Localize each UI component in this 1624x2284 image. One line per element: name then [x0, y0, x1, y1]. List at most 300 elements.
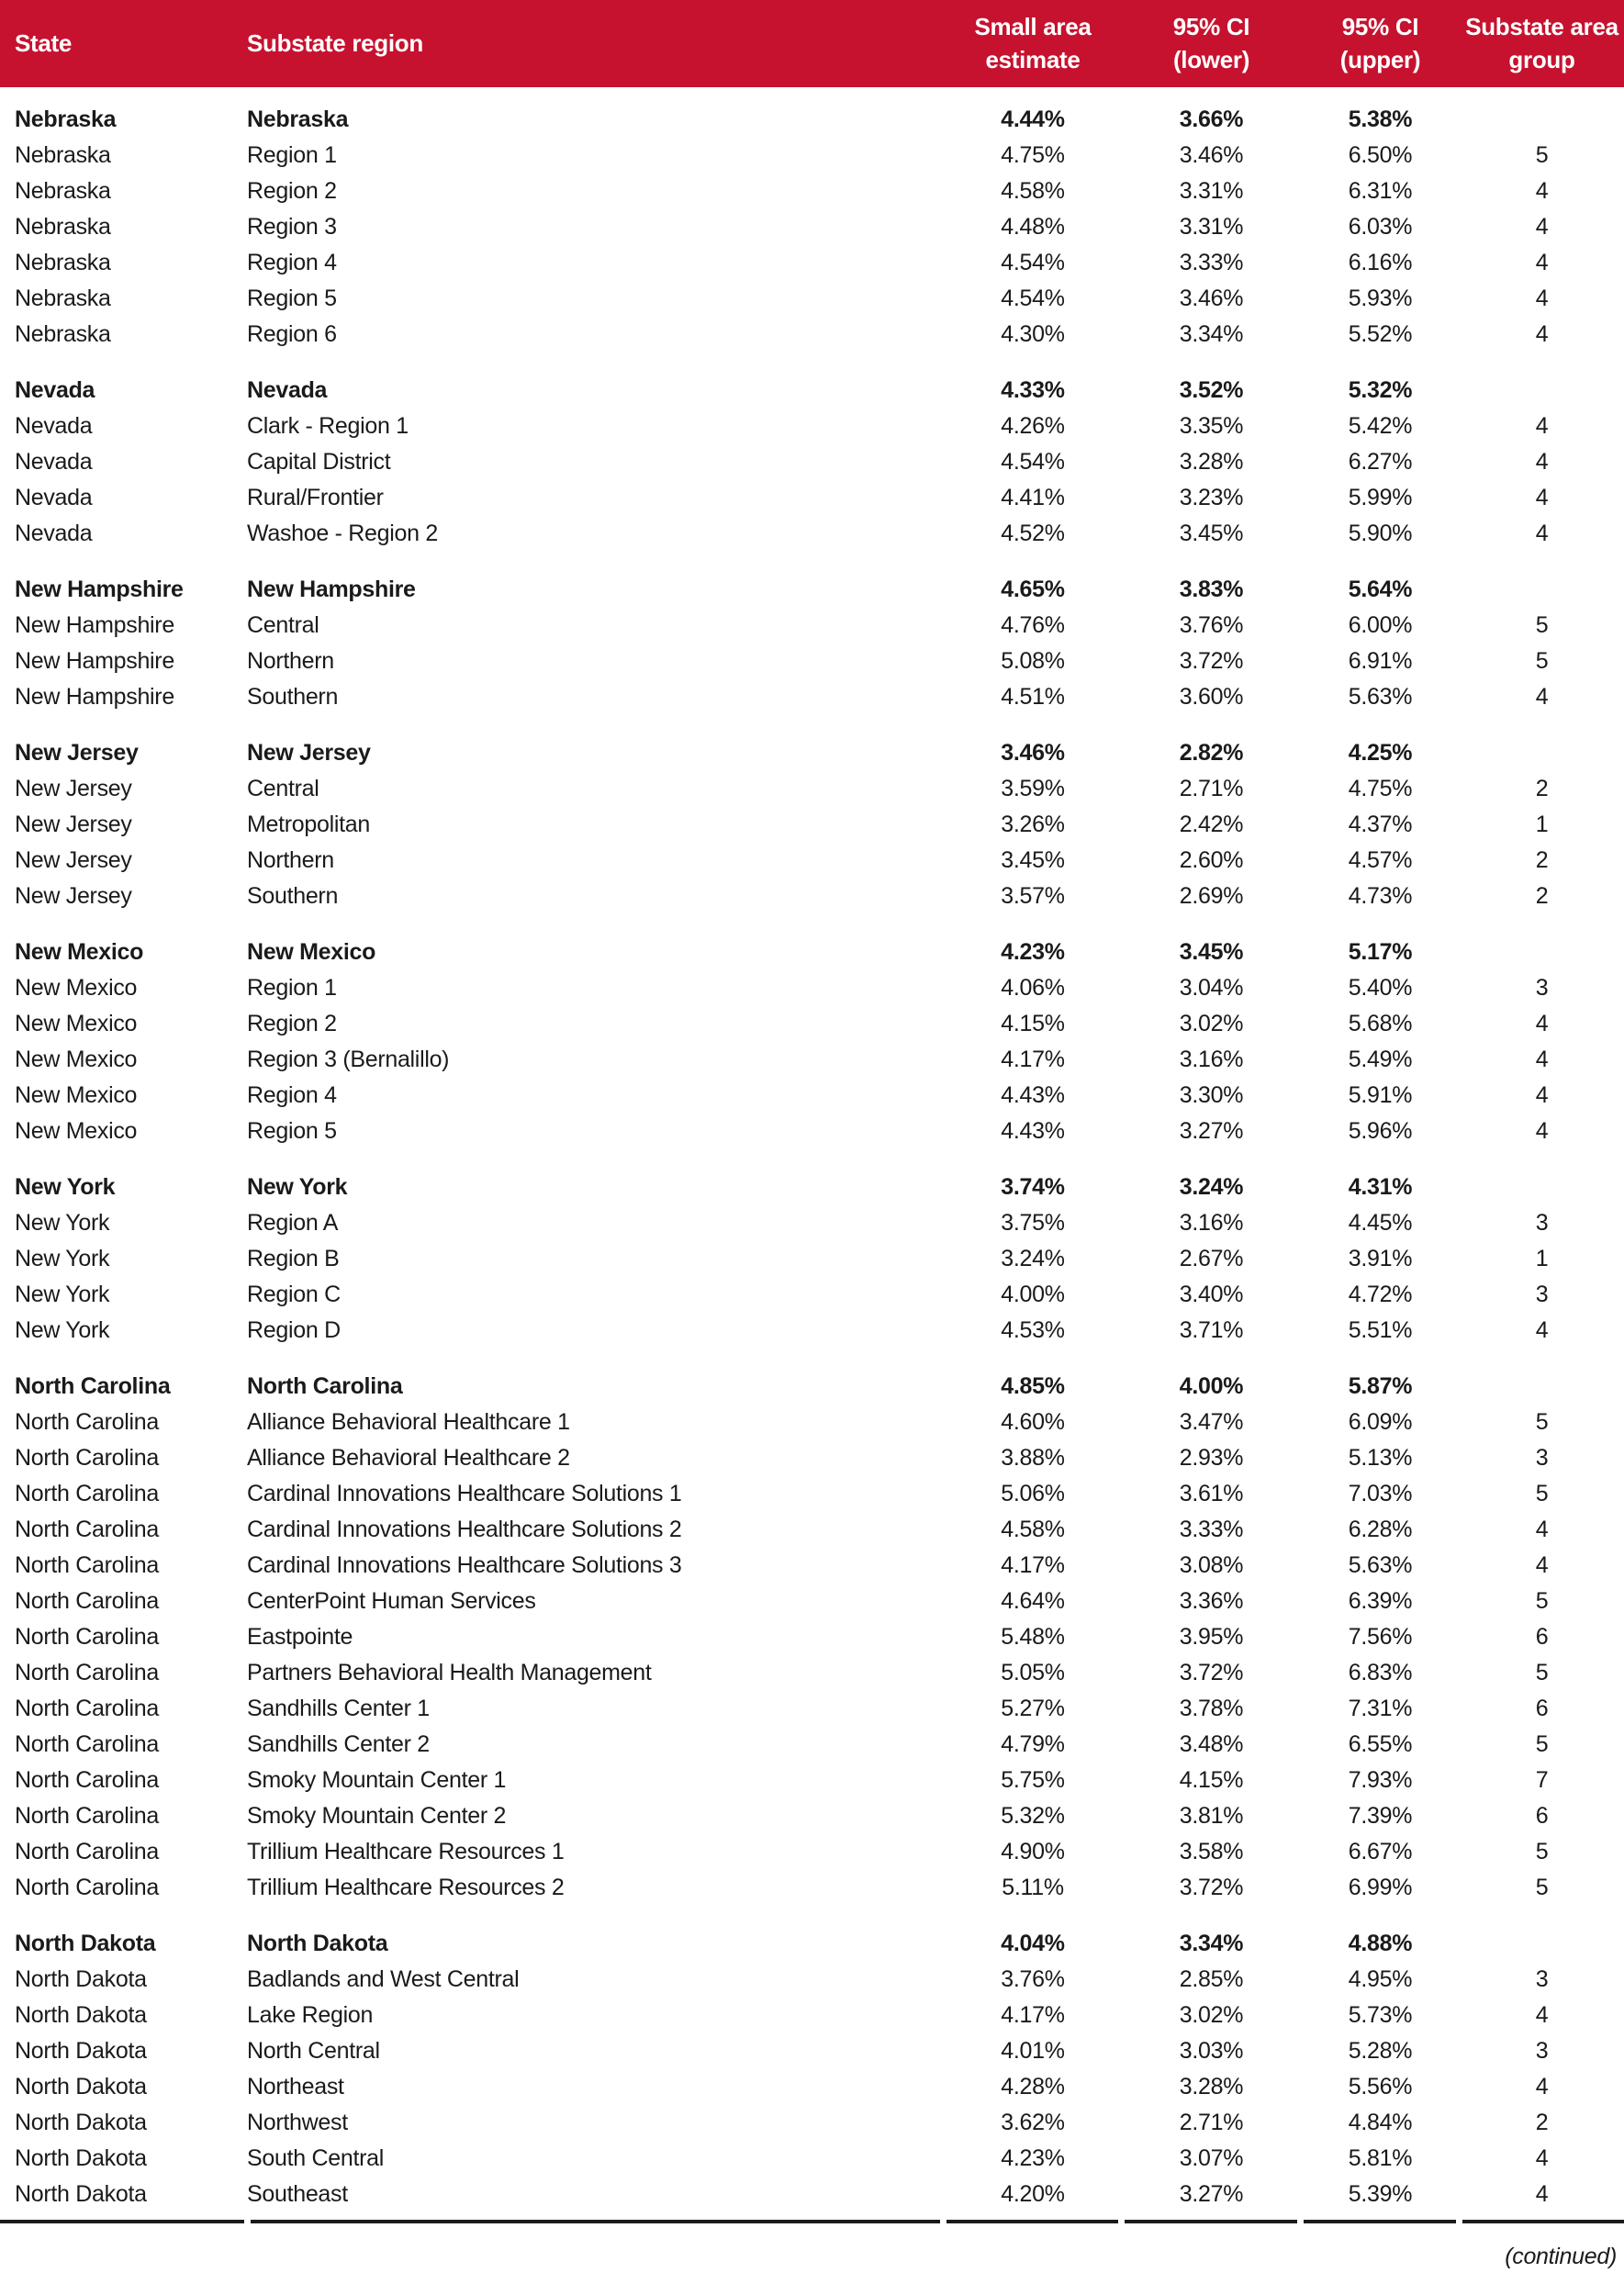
table-row [0, 679, 1624, 715]
group-cell: 2 [1535, 847, 1549, 873]
ci-upper-cell: 5.40% [1348, 975, 1413, 1001]
table-row [0, 1114, 1624, 1149]
region-cell: Region 3 (Bernalillo) [247, 1047, 450, 1072]
estimate-cell: 3.74% [1001, 1174, 1065, 1200]
ci-upper-cell: 6.99% [1348, 1875, 1413, 1900]
group-cell: 5 [1535, 1660, 1549, 1685]
group-cell: 4 [1535, 286, 1549, 311]
state-cell: North Dakota [15, 2145, 147, 2171]
ci-upper-cell: 5.91% [1348, 1082, 1413, 1108]
table-row [0, 1962, 1624, 1998]
group-cell: 4 [1535, 449, 1549, 475]
group-cell: 4 [1535, 1047, 1549, 1072]
state-cell: New Mexico [15, 1047, 138, 1072]
state-cell: North Dakota [15, 1931, 156, 1956]
group-cell: 6 [1535, 1624, 1549, 1650]
estimate-cell: 4.43% [1001, 1082, 1065, 1108]
state-cell: New Mexico [15, 1118, 138, 1144]
state-cell: North Carolina [15, 1409, 159, 1435]
region-cell: Northeast [247, 2074, 344, 2099]
ci-upper-cell: 4.57% [1348, 847, 1413, 873]
ci-upper-cell: 6.16% [1348, 250, 1413, 275]
estimate-cell: 4.90% [1001, 1839, 1065, 1864]
estimate-cell: 4.52% [1001, 521, 1065, 546]
estimate-cell: 4.17% [1001, 2002, 1065, 2028]
ci-upper-cell: 7.56% [1348, 1624, 1413, 1650]
ci-lower-cell: 3.45% [1179, 521, 1244, 546]
ci-upper-cell: 7.39% [1348, 1803, 1413, 1829]
region-cell: Region 5 [247, 1118, 337, 1144]
group-cell: 5 [1535, 648, 1549, 674]
group-cell: 6 [1535, 1803, 1549, 1829]
region-cell: Eastpointe [247, 1624, 353, 1650]
estimate-cell: 4.20% [1001, 2181, 1065, 2207]
region-cell: South Central [247, 2145, 384, 2171]
state-cell: North Dakota [15, 1966, 147, 1992]
ci-lower-cell: 3.04% [1179, 975, 1244, 1001]
state-cell: New York [15, 1246, 110, 1271]
group-cell [1460, 1926, 1624, 1962]
ci-upper-cell: 4.84% [1348, 2110, 1413, 2135]
ci-upper-cell: 5.63% [1348, 684, 1413, 710]
region-cell: Central [247, 776, 319, 801]
estimate-cell: 3.46% [1001, 740, 1065, 766]
ci-upper-cell: 4.31% [1348, 1174, 1413, 1200]
estimate-cell: 5.48% [1001, 1624, 1065, 1650]
column-header-small-area-estimate: Small area estimate [944, 0, 1122, 87]
ci-lower-cell: 3.72% [1179, 1660, 1244, 1685]
estimate-cell: 3.88% [1001, 1445, 1065, 1471]
state-cell: New Jersey [15, 812, 132, 837]
ci-upper-cell: 5.56% [1348, 2074, 1413, 2099]
estimate-cell: 5.27% [1001, 1696, 1065, 1721]
state-cell: New York [15, 1282, 110, 1307]
table-row [0, 644, 1624, 679]
state-cell: New York [15, 1210, 110, 1236]
table-bottom-border [0, 2220, 1624, 2223]
estimate-cell: 3.26% [1001, 812, 1065, 837]
table-row [0, 281, 1624, 317]
ci-upper-cell: 4.45% [1348, 1210, 1413, 1236]
ci-lower-cell: 3.66% [1179, 106, 1244, 132]
region-cell: Sandhills Center 1 [247, 1696, 430, 1721]
table-row [0, 1727, 1624, 1763]
ci-lower-cell: 3.72% [1179, 1875, 1244, 1900]
group-cell: 4 [1535, 2181, 1549, 2207]
state-cell: North Carolina [15, 1445, 159, 1471]
table-row [0, 1584, 1624, 1619]
ci-lower-cell: 3.07% [1179, 2145, 1244, 2171]
region-cell: Cardinal Innovations Healthcare Solutions 2 [247, 1517, 682, 1542]
group-cell: 5 [1535, 142, 1549, 168]
estimate-cell: 3.76% [1001, 1966, 1065, 1992]
region-cell: Southern [247, 883, 339, 909]
ci-lower-cell: 4.15% [1179, 1767, 1244, 1793]
ci-lower-cell: 3.36% [1179, 1588, 1244, 1614]
section-gap [0, 914, 1624, 935]
table-row [0, 1655, 1624, 1691]
continued-note: (continued) [1505, 2244, 1617, 2269]
ci-upper-cell: 5.49% [1348, 1047, 1413, 1072]
ci-upper-cell: 6.67% [1348, 1839, 1413, 1864]
group-cell [1460, 935, 1624, 970]
group-cell: 1 [1535, 1246, 1549, 1271]
state-cell: North Carolina [15, 1588, 159, 1614]
group-cell: 3 [1535, 1282, 1549, 1307]
bottom-border-segment [251, 2220, 941, 2223]
table-row [0, 1998, 1624, 2033]
region-cell: Smoky Mountain Center 2 [247, 1803, 507, 1829]
state-cell: New Jersey [15, 776, 132, 801]
table-row [0, 843, 1624, 879]
table-row [0, 174, 1624, 209]
ci-upper-cell: 6.27% [1348, 449, 1413, 475]
group-cell: 5 [1535, 1731, 1549, 1757]
state-cell: New Mexico [15, 939, 144, 965]
region-cell: North Carolina [247, 1373, 403, 1399]
ci-lower-cell: 3.78% [1179, 1696, 1244, 1721]
column-header-substate-region: Substate region [247, 0, 944, 87]
region-cell: Region 1 [247, 142, 337, 168]
ci-upper-cell: 5.99% [1348, 485, 1413, 510]
estimate-cell: 4.75% [1001, 142, 1065, 168]
estimate-cell: 4.44% [1001, 106, 1065, 132]
bottom-border-segment [0, 2220, 244, 2223]
state-summary-row [0, 1926, 1624, 1962]
table-row [0, 1691, 1624, 1727]
state-cell: Nevada [15, 413, 93, 439]
region-cell: Lake Region [247, 2002, 374, 2028]
ci-lower-cell: 2.93% [1179, 1445, 1244, 1471]
group-cell: 4 [1535, 485, 1549, 510]
column-header-ci-lower: 95% CI (lower) [1122, 0, 1301, 87]
estimate-cell: 4.26% [1001, 413, 1065, 439]
ci-lower-cell: 2.42% [1179, 812, 1244, 837]
state-cell: Nebraska [15, 321, 111, 347]
estimate-cell: 3.57% [1001, 883, 1065, 909]
estimate-cell: 4.41% [1001, 485, 1065, 510]
estimate-cell: 5.32% [1001, 1803, 1065, 1829]
group-cell: 3 [1535, 1966, 1549, 1992]
table-row [0, 444, 1624, 480]
region-cell: Alliance Behavioral Healthcare 2 [247, 1445, 570, 1471]
estimate-cell: 4.23% [1001, 939, 1065, 965]
table-row [0, 209, 1624, 245]
state-cell: North Carolina [15, 1731, 159, 1757]
estimate-cell: 3.59% [1001, 776, 1065, 801]
ci-upper-cell: 4.75% [1348, 776, 1413, 801]
group-cell: 4 [1535, 413, 1549, 439]
group-cell [1460, 373, 1624, 409]
region-cell: Region 3 [247, 214, 337, 240]
region-cell: Region 4 [247, 250, 337, 275]
ci-lower-cell: 3.81% [1179, 1803, 1244, 1829]
table-row [0, 608, 1624, 644]
group-cell: 1 [1535, 812, 1549, 837]
ci-lower-cell: 3.23% [1179, 485, 1244, 510]
region-cell: Sandhills Center 2 [247, 1731, 430, 1757]
region-cell: New Jersey [247, 740, 371, 766]
group-cell: 5 [1535, 1481, 1549, 1506]
ci-lower-cell: 3.95% [1179, 1624, 1244, 1650]
ci-lower-cell: 3.02% [1179, 2002, 1244, 2028]
state-cell: New Mexico [15, 975, 138, 1001]
state-cell: Nebraska [15, 178, 111, 204]
ci-lower-cell: 3.47% [1179, 1409, 1244, 1435]
state-summary-row [0, 373, 1624, 409]
state-cell: Nebraska [15, 142, 111, 168]
estimate-cell: 4.01% [1001, 2038, 1065, 2064]
table-row [0, 1548, 1624, 1584]
region-cell: Smoky Mountain Center 1 [247, 1767, 507, 1793]
ci-lower-cell: 3.52% [1179, 377, 1244, 403]
state-cell: New Mexico [15, 1011, 138, 1036]
group-cell: 2 [1535, 2110, 1549, 2135]
estimate-cell: 4.17% [1001, 1047, 1065, 1072]
section-gap [0, 715, 1624, 735]
table-row [0, 1870, 1624, 1906]
region-cell: Rural/Frontier [247, 485, 384, 510]
ci-upper-cell: 5.17% [1348, 939, 1413, 965]
region-cell: Partners Behavioral Health Management [247, 1660, 652, 1685]
ci-upper-cell: 4.73% [1348, 883, 1413, 909]
ci-lower-cell: 2.60% [1179, 847, 1244, 873]
table-row [0, 970, 1624, 1006]
table-row [0, 1006, 1624, 1042]
table-row [0, 1834, 1624, 1870]
table-row [0, 1512, 1624, 1548]
region-cell: Washoe - Region 2 [247, 521, 438, 546]
ci-upper-cell: 7.31% [1348, 1696, 1413, 1721]
state-cell: North Carolina [15, 1624, 159, 1650]
state-cell: New Jersey [15, 883, 132, 909]
group-cell: 4 [1535, 1118, 1549, 1144]
ci-lower-cell: 3.71% [1179, 1317, 1244, 1343]
ci-lower-cell: 3.27% [1179, 2181, 1244, 2207]
region-cell: Badlands and West Central [247, 1966, 520, 1992]
table-row [0, 2141, 1624, 2177]
ci-upper-cell: 5.28% [1348, 2038, 1413, 2064]
state-cell: New Jersey [15, 740, 139, 766]
group-cell: 4 [1535, 1011, 1549, 1036]
state-cell: North Carolina [15, 1660, 159, 1685]
group-cell: 4 [1535, 214, 1549, 240]
group-cell: 7 [1535, 1767, 1549, 1793]
state-cell: North Dakota [15, 2038, 147, 2064]
ci-upper-cell: 6.39% [1348, 1588, 1413, 1614]
estimate-cell: 4.51% [1001, 684, 1065, 710]
section-gap [0, 1349, 1624, 1369]
region-cell: New York [247, 1174, 348, 1200]
estimate-cell: 4.54% [1001, 449, 1065, 475]
state-cell: North Carolina [15, 1696, 159, 1721]
table-body [0, 87, 1624, 2212]
group-cell: 4 [1535, 2145, 1549, 2171]
state-cell: New Hampshire [15, 684, 174, 710]
group-cell [1460, 1369, 1624, 1405]
group-cell [1460, 735, 1624, 771]
ci-upper-cell: 4.37% [1348, 812, 1413, 837]
bottom-border-segment [1304, 2220, 1456, 2223]
estimate-cell: 5.11% [1002, 1875, 1064, 1900]
state-cell: North Carolina [15, 1839, 159, 1864]
estimate-cell: 3.45% [1001, 847, 1065, 873]
table-row [0, 1440, 1624, 1476]
table-row [0, 2177, 1624, 2212]
ci-upper-cell: 5.73% [1348, 2002, 1413, 2028]
ci-upper-cell: 6.83% [1348, 1660, 1413, 1685]
estimate-cell: 4.06% [1001, 975, 1065, 1001]
ci-upper-cell: 4.88% [1348, 1931, 1413, 1956]
state-summary-row [0, 735, 1624, 771]
estimate-cell: 3.75% [1001, 1210, 1065, 1236]
group-cell: 4 [1535, 321, 1549, 347]
bottom-border-segment [1462, 2220, 1624, 2223]
ci-upper-cell: 5.13% [1348, 1445, 1413, 1471]
ci-lower-cell: 3.46% [1179, 286, 1244, 311]
column-header-state: State [0, 0, 247, 87]
ci-upper-cell: 5.38% [1348, 106, 1413, 132]
estimate-cell: 4.17% [1001, 1552, 1065, 1578]
state-summary-row [0, 1369, 1624, 1405]
region-cell: Cardinal Innovations Healthcare Solutions 3 [247, 1552, 682, 1578]
table-row [0, 2033, 1624, 2069]
section-gap [0, 1149, 1624, 1170]
region-cell: Region 4 [247, 1082, 337, 1108]
ci-upper-cell: 3.91% [1348, 1246, 1413, 1271]
estimate-cell: 4.79% [1001, 1731, 1065, 1757]
ci-upper-cell: 5.52% [1348, 321, 1413, 347]
table-top-padding [0, 87, 1624, 102]
section-gap [0, 552, 1624, 572]
state-cell: Nevada [15, 377, 95, 403]
state-cell: North Dakota [15, 2110, 147, 2135]
state-cell: North Dakota [15, 2181, 147, 2207]
table-row [0, 1313, 1624, 1349]
ci-upper-cell: 6.31% [1348, 178, 1413, 204]
state-cell: Nevada [15, 521, 93, 546]
table-row [0, 2105, 1624, 2141]
bottom-border-segment [946, 2220, 1118, 2223]
ci-lower-cell: 3.03% [1179, 2038, 1244, 2064]
estimate-cell: 4.54% [1001, 250, 1065, 275]
state-cell: New Hampshire [15, 577, 184, 602]
estimate-cell: 4.28% [1001, 2074, 1065, 2099]
region-cell: New Mexico [247, 939, 376, 965]
state-cell: New York [15, 1317, 110, 1343]
ci-lower-cell: 3.76% [1179, 612, 1244, 638]
ci-lower-cell: 2.69% [1179, 883, 1244, 909]
state-cell: New Jersey [15, 847, 132, 873]
region-cell: Trillium Healthcare Resources 2 [247, 1875, 565, 1900]
state-cell: North Carolina [15, 1517, 159, 1542]
region-cell: Region 1 [247, 975, 337, 1001]
estimate-cell: 4.58% [1001, 1517, 1065, 1542]
group-cell: 6 [1535, 1696, 1549, 1721]
state-cell: New Hampshire [15, 648, 174, 674]
estimate-cell: 4.04% [1001, 1931, 1065, 1956]
ci-lower-cell: 3.30% [1179, 1082, 1244, 1108]
ci-lower-cell: 3.83% [1179, 577, 1244, 602]
state-cell: Nevada [15, 449, 93, 475]
group-cell: 4 [1535, 178, 1549, 204]
state-cell: North Carolina [15, 1373, 171, 1399]
ci-lower-cell: 3.31% [1179, 214, 1244, 240]
region-cell: Trillium Healthcare Resources 1 [247, 1839, 565, 1864]
table-row [0, 1476, 1624, 1512]
table-row [0, 771, 1624, 807]
region-cell: Region B [247, 1246, 340, 1271]
estimate-cell: 4.33% [1001, 377, 1065, 403]
ci-lower-cell: 3.40% [1179, 1282, 1244, 1307]
group-cell: 3 [1535, 975, 1549, 1001]
table-row [0, 480, 1624, 516]
estimate-cell: 5.06% [1001, 1481, 1065, 1506]
ci-lower-cell: 3.72% [1179, 648, 1244, 674]
ci-lower-cell: 3.34% [1179, 321, 1244, 347]
group-cell: 3 [1535, 1210, 1549, 1236]
estimate-cell: 4.23% [1001, 2145, 1065, 2171]
table-row [0, 1763, 1624, 1798]
table-row [0, 807, 1624, 843]
table-row [0, 1078, 1624, 1114]
ci-upper-cell: 4.72% [1348, 1282, 1413, 1307]
ci-lower-cell: 3.08% [1179, 1552, 1244, 1578]
region-cell: Northwest [247, 2110, 348, 2135]
region-cell: North Dakota [247, 1931, 388, 1956]
ci-lower-cell: 4.00% [1179, 1373, 1244, 1399]
group-cell: 4 [1535, 1082, 1549, 1108]
region-cell: Capital District [247, 449, 391, 475]
ci-upper-cell: 6.09% [1348, 1409, 1413, 1435]
estimate-cell: 4.64% [1001, 1588, 1065, 1614]
ci-lower-cell: 3.33% [1179, 250, 1244, 275]
state-cell: Nevada [15, 485, 93, 510]
ci-lower-cell: 2.71% [1179, 776, 1244, 801]
ci-upper-cell: 5.68% [1348, 1011, 1413, 1036]
region-cell: Metropolitan [247, 812, 370, 837]
group-cell [1460, 572, 1624, 608]
group-cell: 3 [1535, 1445, 1549, 1471]
ci-lower-cell: 3.27% [1179, 1118, 1244, 1144]
state-cell: North Dakota [15, 2074, 147, 2099]
ci-lower-cell: 2.85% [1179, 1966, 1244, 1992]
region-cell: Region C [247, 1282, 341, 1307]
table-row [0, 317, 1624, 353]
estimate-cell: 4.58% [1001, 178, 1065, 204]
region-cell: Clark - Region 1 [247, 413, 409, 439]
region-cell: Alliance Behavioral Healthcare 1 [247, 1409, 570, 1435]
ci-upper-cell: 6.28% [1348, 1517, 1413, 1542]
column-header-substate-area-group: Substate area group [1460, 0, 1624, 87]
state-cell: Nebraska [15, 106, 117, 132]
ci-upper-cell: 5.51% [1348, 1317, 1413, 1343]
ci-upper-cell: 6.00% [1348, 612, 1413, 638]
group-cell: 2 [1535, 883, 1549, 909]
section-gap [0, 353, 1624, 373]
region-cell: Region 5 [247, 286, 337, 311]
ci-lower-cell: 3.16% [1179, 1047, 1244, 1072]
group-cell: 4 [1535, 1517, 1549, 1542]
ci-upper-cell: 7.03% [1348, 1481, 1413, 1506]
group-cell: 5 [1535, 1839, 1549, 1864]
ci-upper-cell: 5.42% [1348, 413, 1413, 439]
region-cell: Region A [247, 1210, 339, 1236]
group-cell [1460, 102, 1624, 138]
state-cell: North Carolina [15, 1875, 159, 1900]
region-cell: Central [247, 612, 319, 638]
estimate-cell: 4.43% [1001, 1118, 1065, 1144]
